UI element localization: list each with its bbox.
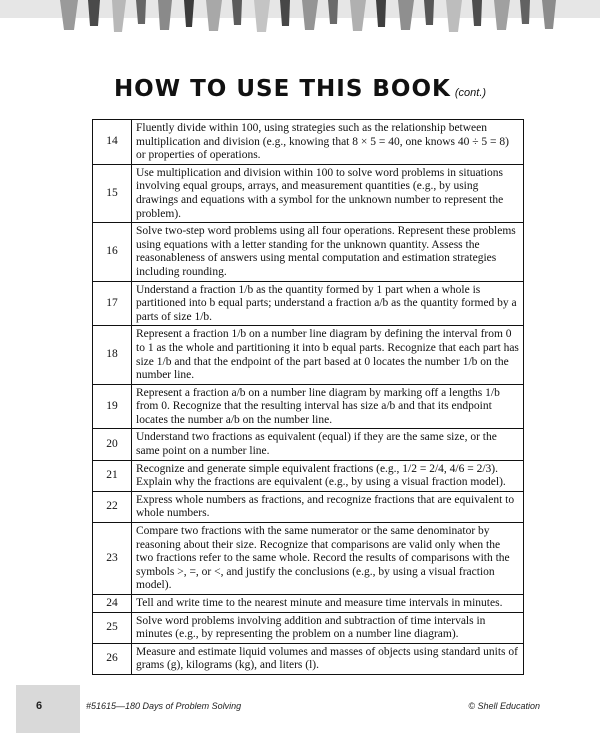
standards-table <box>92 119 524 675</box>
standard-row <box>93 120 524 165</box>
standard-row <box>93 460 524 491</box>
standard-text: Compare two fractions with the same numerator or the same denominator by reasoning about their size. Recognize that comparisons are valid only when the two fractions refer to the same whole. Record the results of comparisons with the symbols >, =, or <, and justify the conclusions (e.g., by using a visual fraction model). <box>132 523 524 595</box>
publisher-credit: © Shell Education <box>468 701 540 711</box>
book-reference: #51615—180 Days of Problem Solving <box>86 701 242 711</box>
standard-row <box>93 491 524 522</box>
standard-number: 15 <box>93 164 132 222</box>
decorative-header-banner <box>0 0 600 40</box>
standard-row <box>93 164 524 222</box>
standard-row <box>93 643 524 674</box>
standard-text: Solve word problems involving addition and subtraction of time intervals in minutes (e.g., by representing the problem on a number line diagram). <box>132 612 524 643</box>
standard-number: 16 <box>93 223 132 281</box>
standard-text: Understand two fractions as equivalent (equal) if they are the same size, or the same point on a number line. <box>132 429 524 460</box>
standard-text: Fluently divide within 100, using strategies such as the relationship between multiplication and division (e.g., knowing that 8 × 5 = 40, one knows 40 ÷ 5 = 8) or properties of operations. <box>132 120 524 165</box>
standard-row <box>93 326 524 384</box>
standard-number: 24 <box>93 595 132 613</box>
page-number-tab <box>16 685 80 733</box>
standard-number: 22 <box>93 491 132 522</box>
page-number: 6 <box>36 700 43 712</box>
standard-number: 19 <box>93 384 132 429</box>
standard-row <box>93 429 524 460</box>
standard-row <box>93 595 524 613</box>
standard-number: 14 <box>93 120 132 165</box>
standard-number: 17 <box>93 281 132 326</box>
standard-text: Understand a fraction 1/b as the quantity formed by 1 part when a whole is partitioned into b equal parts; understand a fraction a/b as the quantity formed by a parts of size 1/b. <box>132 281 524 326</box>
standard-text: Use multiplication and division within 100 to solve word problems in situations involving equal groups, arrays, and measurement quantities (e.g., by using drawings and equations with a symbol for the unknown number to represent the problem). <box>132 164 524 222</box>
standard-row <box>93 523 524 595</box>
page-title-text: HOW TO USE THIS BOOK <box>113 76 451 102</box>
standard-number: 20 <box>93 429 132 460</box>
standard-row <box>93 384 524 429</box>
standard-text: Tell and write time to the nearest minute and measure time intervals in minutes. <box>132 595 524 613</box>
standard-number: 23 <box>93 523 132 595</box>
standard-row <box>93 223 524 281</box>
standard-row <box>93 612 524 643</box>
standard-text: Solve two-step word problems using all four operations. Represent these problems using equations with a letter standing for the unknown quantity. Assess the reasonableness of answers using mental computation and estimation strategies including rounding. <box>132 223 524 281</box>
standard-text: Represent a fraction a/b on a number line diagram by marking off a lengths 1/b from 0. Recognize that the resulting interval has size a/b and that its endpoint locates the number a/b on the number line. <box>132 384 524 429</box>
page-title <box>0 76 600 102</box>
standard-number: 18 <box>93 326 132 384</box>
standard-text: Measure and estimate liquid volumes and masses of objects using standard units of grams (g), kilograms (kg), and liters (l). <box>132 643 524 674</box>
standard-number: 25 <box>93 612 132 643</box>
standard-text: Represent a fraction 1/b on a number line diagram by defining the interval from 0 to 1 as the whole and partitioning it into b equal parts. Recognize that each part has size 1/b and that the endpoint of the part based at 0 locates the number 1/b on the number line. <box>132 326 524 384</box>
standard-number: 26 <box>93 643 132 674</box>
page-title-suffix: (cont.) <box>454 87 487 99</box>
standard-number: 21 <box>93 460 132 491</box>
standard-row <box>93 281 524 326</box>
standard-text: Recognize and generate simple equivalent fractions (e.g., 1/2 = 2/4, 4/6 = 2/3). Explain why the fractions are equivalent (e.g., by using a visual fraction model). <box>132 460 524 491</box>
standard-text: Express whole numbers as fractions, and recognize fractions that are equivalent to whole numbers. <box>132 491 524 522</box>
